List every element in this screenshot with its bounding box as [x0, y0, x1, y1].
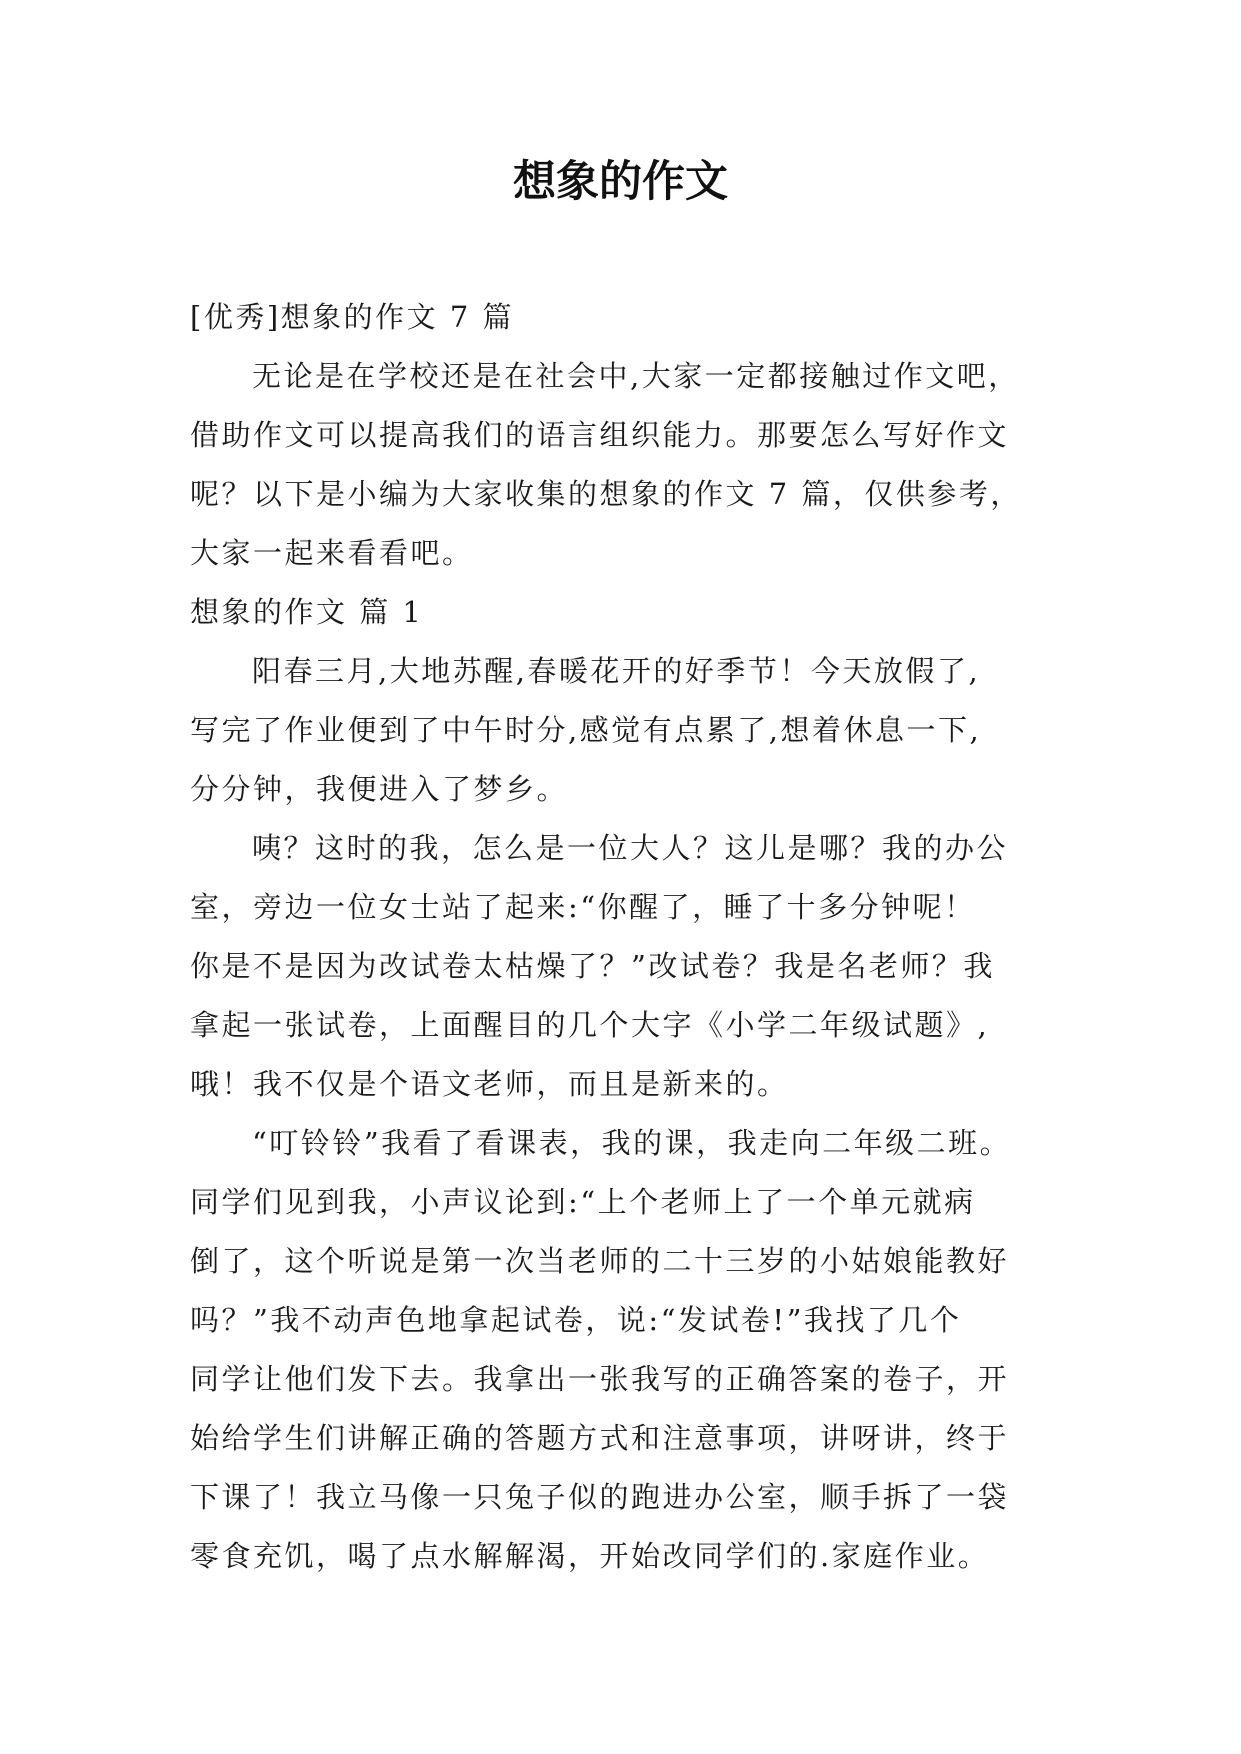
paragraph-line: 你是不是因为改试卷太枯燥了？”改试卷？我是名老师？我 — [190, 949, 995, 983]
page-title: 想象的作文 — [513, 157, 728, 207]
paragraph-line: 借助作文可以提高我们的语言组织能力。那要怎么写好作文 — [190, 418, 1010, 452]
paragraph-line: 下课了！我立马像一只兔子似的跑进办公室，顺手拆了一袋 — [190, 1480, 1010, 1514]
paragraph-line: 拿起一张试卷，上面醒目的几个大字《小学二年级试题》, — [190, 1008, 990, 1042]
paragraph-line: 倒了，这个听说是第一次当老师的二十三岁的小姑娘能教好 — [190, 1244, 1010, 1278]
paragraph-line: 同学们见到我，小声议论到:“上个老师上了一个单元就病 — [190, 1185, 976, 1219]
subtitle-line: [优秀]想象的作文 7 篇 — [190, 300, 515, 334]
paragraph-line: 始给学生们讲解正确的答题方式和注意事项，讲呀讲，终于 — [190, 1421, 1010, 1455]
paragraph-line: 哦！我不仅是个语文老师，而且是新来的。 — [190, 1067, 789, 1101]
paragraph-line: 零食充饥，喝了点水解解渴，开始改同学们的.家庭作业。 — [190, 1539, 990, 1573]
paragraph-line: 分分钟，我便进入了梦乡。 — [190, 772, 569, 806]
paragraph-line: “叮铃铃”我看了看课表，我的课，我走向二年级二班。 — [252, 1126, 1012, 1160]
paragraph-line: 无论是在学校还是在社会中,大家一定都接触过作文吧， — [252, 359, 1020, 393]
paragraph-line: 呢？以下是小编为大家收集的想象的作文 7 篇，仅供参考， — [190, 477, 1022, 511]
paragraph-line: 咦？这时的我，怎么是一位大人？这儿是哪？我的办公 — [252, 831, 1009, 865]
paragraph-line: 室，旁边一位女士站了起来:“你醒了，睡了十多分钟呢！ — [190, 890, 976, 924]
document-body — [190, 288, 1070, 1586]
paragraph-line: 写完了作业便到了中午时分,感觉有点累了,想着休息一下, — [190, 713, 982, 747]
paragraph-line: 吗？”我不动声色地拿起试卷，说:“发试卷!”我找了几个 — [190, 1303, 962, 1337]
paragraph-line: 阳春三月,大地苏醒,春暖花开的好季节！今天放假了, — [252, 654, 981, 688]
section-heading: 想象的作文 篇 1 — [190, 595, 424, 629]
paragraph-line: 同学让他们发下去。我拿出一张我写的正确答案的卷子，开 — [190, 1362, 1010, 1396]
paragraph-line: 大家一起来看看吧。 — [190, 536, 474, 570]
